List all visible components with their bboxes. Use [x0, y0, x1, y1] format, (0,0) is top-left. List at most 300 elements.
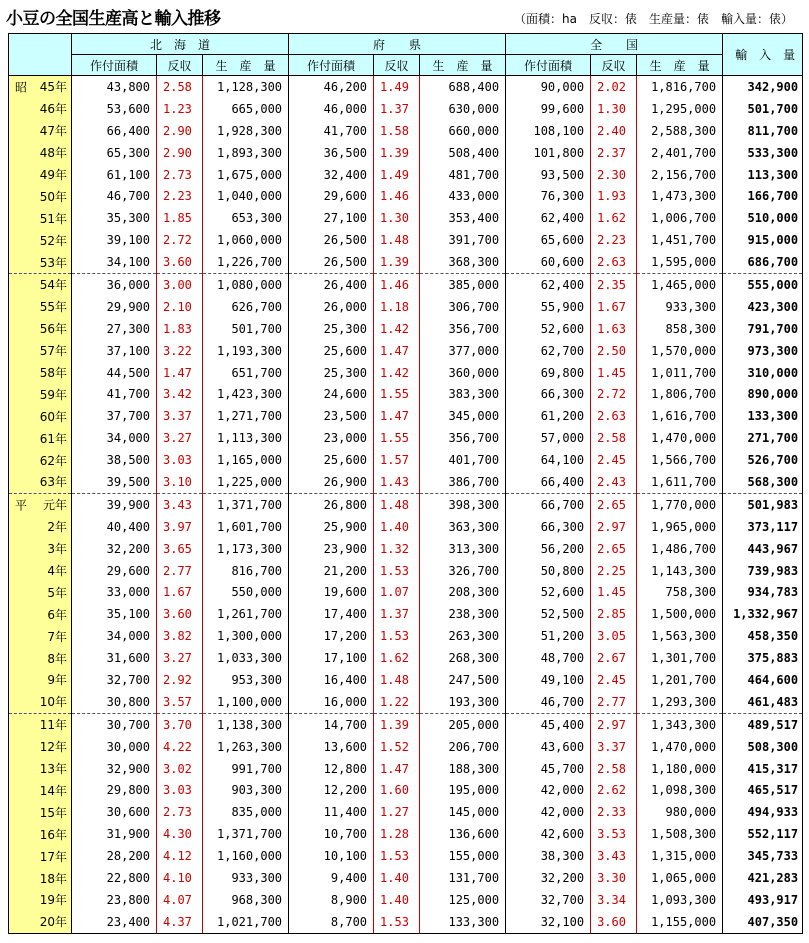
hokkaido-production-cell: 1,193,300 [217, 343, 283, 358]
national-yield-cell: 2.30 [591, 164, 637, 186]
import-cell: 811,700 [723, 120, 803, 142]
table-row [9, 164, 803, 186]
national-production-cell: 1,470,000 [651, 739, 717, 754]
hokkaido-production-cell: 968,300 [231, 892, 283, 907]
hokkaido-area-cell: 28,200 [72, 845, 157, 867]
prefectures-area-cell: 13,600 [289, 736, 374, 758]
prefectures-area-cell: 8,900 [289, 889, 374, 911]
hokkaido-area-cell: 43,800 [72, 76, 157, 98]
national-production-cell: 1,816,700 [651, 79, 717, 94]
hokkaido-production-cell: 1,300,000 [217, 629, 283, 644]
year-label: 17年 [39, 849, 67, 864]
hokkaido-area-cell: 37,700 [72, 405, 157, 427]
prefectures-yield-cell: 1.48 [374, 229, 420, 251]
hokkaido-yield-cell: 3.22 [157, 340, 203, 362]
prefectures-production-cell: 385,000 [420, 274, 506, 296]
national-production-cell: 1,500,000 [651, 607, 717, 622]
year-label: 52年 [39, 233, 67, 248]
hokkaido-area-cell: 30,600 [72, 801, 157, 823]
prefectures-production-cell: 368,300 [448, 255, 500, 270]
prefectures-area-cell: 12,800 [289, 758, 374, 780]
header-yield: 反収 [374, 55, 420, 76]
prefectures-area-cell: 23,000 [289, 427, 374, 449]
prefectures-production-cell: 247,500 [448, 672, 500, 687]
year-cell [9, 647, 72, 669]
national-area-cell: 45,700 [506, 758, 591, 780]
year-cell [9, 471, 72, 493]
national-yield-cell: 1.93 [591, 185, 637, 207]
year-cell [9, 318, 72, 340]
national-area-cell: 38,300 [506, 845, 591, 867]
prefectures-area-cell: 10,100 [289, 845, 374, 867]
import-cell: 555,000 [723, 274, 803, 296]
prefectures-production-cell: 326,700 [448, 563, 500, 578]
prefectures-area-cell: 26,000 [289, 296, 374, 318]
prefectures-production-cell: 481,700 [448, 167, 500, 182]
national-yield-cell: 2.23 [591, 229, 637, 251]
hokkaido-area-cell: 44,500 [72, 362, 157, 384]
national-yield-cell: 2.97 [591, 516, 637, 538]
hokkaido-yield-cell: 3.60 [157, 603, 203, 625]
national-area-cell: 99,600 [506, 98, 591, 120]
hokkaido-production-cell: 933,300 [231, 871, 283, 885]
year-label: 12年 [39, 740, 67, 755]
national-yield-cell: 2.65 [591, 493, 637, 515]
table-row [9, 471, 803, 493]
prefectures-production-cell: 313,300 [448, 541, 500, 556]
year-label: 7年 [47, 629, 67, 644]
import-cell: 375,883 [723, 647, 803, 669]
table-row [9, 801, 803, 823]
national-area-cell: 32,700 [506, 889, 591, 911]
prefectures-yield-cell: 1.48 [374, 493, 420, 515]
year-label: 13年 [39, 762, 67, 777]
national-area-cell: 32,100 [506, 911, 591, 933]
national-area-cell: 66,300 [506, 516, 591, 538]
national-production-cell: 858,300 [665, 321, 717, 336]
prefectures-production-cell: 360,000 [448, 365, 500, 380]
year-cell [9, 691, 72, 713]
national-area-cell: 62,700 [506, 340, 591, 362]
table-row [9, 142, 803, 164]
header-group-prefectures: 府 県 [289, 34, 506, 55]
hokkaido-yield-cell: 3.10 [157, 471, 203, 493]
prefectures-production-cell: 136,600 [448, 827, 500, 842]
prefectures-yield-cell: 1.39 [374, 142, 420, 164]
hokkaido-area-cell: 30,700 [72, 713, 157, 735]
national-area-cell: 76,300 [506, 185, 591, 207]
prefectures-area-cell: 17,100 [289, 647, 374, 669]
hokkaido-production-cell: 1,893,300 [217, 145, 283, 160]
national-yield-cell: 2.63 [591, 251, 637, 273]
prefectures-yield-cell: 1.40 [374, 867, 420, 889]
national-yield-cell: 3.30 [591, 867, 637, 889]
prefectures-production-cell: 263,300 [448, 629, 500, 644]
era-label: 平 [15, 498, 28, 513]
prefectures-yield-cell: 1.46 [374, 274, 420, 296]
national-area-cell: 56,200 [506, 538, 591, 560]
hokkaido-area-cell: 22,800 [72, 867, 157, 889]
hokkaido-area-cell: 29,900 [72, 296, 157, 318]
year-label: 3年 [47, 542, 67, 557]
national-yield-cell: 1.45 [591, 581, 637, 603]
hokkaido-yield-cell: 4.30 [157, 823, 203, 845]
year-cell [9, 493, 72, 515]
national-yield-cell: 2.35 [591, 274, 637, 296]
prefectures-yield-cell: 1.37 [374, 603, 420, 625]
table-row [9, 76, 803, 98]
prefectures-yield-cell: 1.43 [374, 471, 420, 493]
national-yield-cell: 1.45 [591, 362, 637, 384]
table-row [9, 581, 803, 603]
prefectures-area-cell: 25,300 [289, 362, 374, 384]
table-row [9, 889, 803, 911]
hokkaido-production-cell: 1,173,300 [217, 541, 283, 556]
hokkaido-production-cell: 1,060,000 [217, 233, 283, 248]
year-label: 47年 [39, 124, 67, 139]
national-production-cell: 1,508,300 [651, 827, 717, 842]
prefectures-yield-cell: 1.18 [374, 296, 420, 318]
national-area-cell: 101,800 [506, 142, 591, 164]
national-area-cell: 55,900 [506, 296, 591, 318]
hokkaido-yield-cell: 3.37 [157, 405, 203, 427]
prefectures-production-cell: 377,000 [448, 343, 500, 358]
national-area-cell: 62,400 [506, 274, 591, 296]
hokkaido-yield-cell: 3.70 [157, 713, 203, 735]
hokkaido-production-cell: 665,000 [231, 101, 283, 116]
year-label: 62年 [39, 453, 67, 468]
import-cell: 568,300 [723, 471, 803, 493]
prefectures-yield-cell: 1.47 [374, 758, 420, 780]
national-area-cell: 42,000 [506, 801, 591, 823]
prefectures-production-cell: 306,700 [448, 299, 500, 314]
national-yield-cell: 2.43 [591, 471, 637, 493]
header-production: 生 産 量 [420, 55, 506, 76]
hokkaido-area-cell: 34,100 [72, 251, 157, 273]
national-yield-cell: 1.62 [591, 207, 637, 229]
hokkaido-yield-cell: 3.02 [157, 758, 203, 780]
import-cell: 465,517 [723, 780, 803, 802]
national-yield-cell: 2.25 [591, 560, 637, 582]
year-cell [9, 76, 72, 98]
year-label: 6年 [47, 607, 67, 622]
prefectures-yield-cell: 1.57 [374, 449, 420, 471]
national-production-cell: 2,156,700 [651, 167, 717, 182]
national-production-cell: 1,006,700 [651, 211, 717, 226]
hokkaido-production-cell: 1,033,300 [217, 651, 283, 666]
national-yield-cell: 1.67 [591, 296, 637, 318]
year-cell [9, 120, 72, 142]
national-production-cell: 933,300 [665, 299, 717, 314]
year-label: 20年 [39, 915, 67, 930]
import-cell: 1,332,967 [723, 603, 803, 625]
year-label: 15年 [39, 805, 67, 820]
import-cell: 461,483 [723, 691, 803, 713]
hokkaido-yield-cell: 4.12 [157, 845, 203, 867]
table-row [9, 98, 803, 120]
hokkaido-yield-cell: 1.83 [157, 318, 203, 340]
prefectures-yield-cell: 1.62 [374, 647, 420, 669]
hokkaido-yield-cell: 2.77 [157, 560, 203, 582]
header-group-national: 全 国 [506, 34, 723, 55]
import-cell: 342,900 [723, 76, 803, 98]
hokkaido-area-cell: 23,800 [72, 889, 157, 911]
hokkaido-production-cell: 1,226,700 [217, 255, 283, 270]
national-production-cell: 1,293,300 [651, 694, 717, 709]
prefectures-production-cell: 398,300 [420, 493, 506, 515]
prefectures-yield-cell: 1.22 [374, 691, 420, 713]
import-cell: 508,300 [723, 736, 803, 758]
national-yield-cell: 2.97 [591, 713, 637, 735]
prefectures-yield-cell: 1.55 [374, 427, 420, 449]
hokkaido-production-cell: 653,300 [231, 211, 283, 226]
hokkaido-area-cell: 30,800 [72, 691, 157, 713]
hokkaido-area-cell: 32,200 [72, 538, 157, 560]
prefectures-area-cell: 41,700 [289, 120, 374, 142]
import-cell: 510,000 [723, 207, 803, 229]
hokkaido-production-cell: 1,040,000 [217, 189, 283, 204]
national-area-cell: 57,000 [506, 427, 591, 449]
import-cell: 686,700 [723, 251, 803, 273]
national-yield-cell: 2.02 [591, 76, 637, 98]
year-label: 元年 [42, 498, 67, 513]
hokkaido-area-cell: 39,500 [72, 471, 157, 493]
prefectures-area-cell: 14,700 [289, 713, 374, 735]
table-row [9, 340, 803, 362]
prefectures-production-cell: 508,400 [448, 145, 500, 160]
year-label: 63年 [39, 475, 67, 490]
prefectures-yield-cell: 1.46 [374, 185, 420, 207]
hokkaido-yield-cell: 2.73 [157, 164, 203, 186]
year-label: 50年 [39, 189, 67, 204]
year-label: 48年 [39, 146, 67, 161]
prefectures-yield-cell: 1.53 [374, 560, 420, 582]
hokkaido-area-cell: 35,300 [72, 207, 157, 229]
import-cell: 739,983 [723, 560, 803, 582]
import-cell: 890,000 [723, 383, 803, 405]
import-cell: 552,117 [723, 823, 803, 845]
table-row [9, 274, 803, 296]
hokkaido-area-cell: 27,300 [72, 318, 157, 340]
hokkaido-area-cell: 39,900 [72, 493, 157, 515]
national-yield-cell: 3.43 [591, 845, 637, 867]
national-production-cell: 1,570,000 [651, 343, 717, 358]
hokkaido-yield-cell: 4.37 [157, 911, 203, 933]
prefectures-yield-cell: 1.28 [374, 823, 420, 845]
prefectures-yield-cell: 1.49 [374, 76, 420, 98]
table-row [9, 780, 803, 802]
hokkaido-yield-cell: 3.60 [157, 251, 203, 273]
prefectures-yield-cell: 1.40 [374, 516, 420, 538]
hokkaido-area-cell: 46,700 [72, 185, 157, 207]
prefectures-production-cell: 205,000 [420, 713, 506, 735]
national-production-cell: 1,806,700 [651, 387, 717, 402]
national-production-cell: 1,965,000 [651, 519, 717, 534]
table-row [9, 758, 803, 780]
national-area-cell: 50,800 [506, 560, 591, 582]
national-production-cell: 1,611,700 [651, 474, 717, 489]
prefectures-area-cell: 25,600 [289, 449, 374, 471]
national-yield-cell: 2.62 [591, 780, 637, 802]
hokkaido-yield-cell: 3.43 [157, 493, 203, 515]
header-production: 生 産 量 [637, 55, 723, 76]
national-area-cell: 32,200 [506, 867, 591, 889]
prefectures-production-cell: 188,300 [448, 761, 500, 776]
national-area-cell: 66,300 [506, 383, 591, 405]
table-row [9, 603, 803, 625]
table-row [9, 120, 803, 142]
table-row [9, 647, 803, 669]
prefectures-area-cell: 25,900 [289, 516, 374, 538]
national-area-cell: 93,500 [506, 164, 591, 186]
year-label: 60年 [39, 409, 67, 424]
national-yield-cell: 1.63 [591, 318, 637, 340]
prefectures-area-cell: 26,500 [289, 251, 374, 273]
prefectures-area-cell: 12,200 [289, 780, 374, 802]
prefectures-production-cell: 353,400 [448, 211, 500, 226]
table-row [9, 229, 803, 251]
national-production-cell: 2,401,700 [651, 145, 717, 160]
hokkaido-area-cell: 40,400 [72, 516, 157, 538]
prefectures-production-cell: 206,700 [448, 739, 500, 754]
prefectures-area-cell: 9,400 [289, 867, 374, 889]
table-row [9, 911, 803, 933]
national-area-cell: 61,200 [506, 405, 591, 427]
prefectures-production-cell: 630,000 [448, 101, 500, 116]
year-cell [9, 185, 72, 207]
hokkaido-yield-cell: 2.90 [157, 120, 203, 142]
prefectures-production-cell: 356,700 [448, 321, 500, 336]
hokkaido-yield-cell: 1.85 [157, 207, 203, 229]
hokkaido-production-cell: 1,165,000 [217, 453, 283, 468]
national-yield-cell: 2.45 [591, 449, 637, 471]
prefectures-production-cell: 386,700 [448, 474, 500, 489]
prefectures-production-cell: 208,300 [448, 585, 500, 600]
table-row [9, 669, 803, 691]
prefectures-area-cell: 32,400 [289, 164, 374, 186]
year-label: 55年 [39, 300, 67, 315]
national-area-cell: 64,100 [506, 449, 591, 471]
national-production-cell: 1,770,000 [637, 493, 723, 515]
hokkaido-area-cell: 34,000 [72, 625, 157, 647]
prefectures-area-cell: 46,000 [289, 98, 374, 120]
hokkaido-yield-cell: 3.27 [157, 647, 203, 669]
national-production-cell: 1,616,700 [651, 409, 717, 424]
hokkaido-yield-cell: 4.07 [157, 889, 203, 911]
hokkaido-yield-cell: 2.90 [157, 142, 203, 164]
prefectures-area-cell: 26,400 [289, 274, 374, 296]
hokkaido-production-cell: 626,700 [231, 299, 283, 314]
year-label: 59年 [39, 387, 67, 402]
national-yield-cell: 3.53 [591, 823, 637, 845]
import-cell: 494,933 [723, 801, 803, 823]
prefectures-yield-cell: 1.27 [374, 801, 420, 823]
year-label: 56年 [39, 322, 67, 337]
prefectures-area-cell: 16,000 [289, 691, 374, 713]
table-row [9, 296, 803, 318]
national-area-cell: 108,100 [506, 120, 591, 142]
national-production-cell: 1,295,000 [651, 101, 717, 116]
national-yield-cell: 1.30 [591, 98, 637, 120]
import-cell: 791,700 [723, 318, 803, 340]
year-cell [9, 516, 72, 538]
prefectures-production-cell: 433,000 [448, 189, 500, 204]
hokkaido-production-cell: 1,113,300 [217, 431, 283, 446]
year-cell [9, 889, 72, 911]
table-row [9, 713, 803, 735]
import-cell: 501,700 [723, 98, 803, 120]
hokkaido-yield-cell: 2.58 [157, 76, 203, 98]
hokkaido-production-cell: 1,601,700 [217, 519, 283, 534]
year-cell [9, 449, 72, 471]
hokkaido-area-cell: 37,100 [72, 340, 157, 362]
national-production-cell: 1,566,700 [651, 453, 717, 468]
prefectures-yield-cell: 1.53 [374, 625, 420, 647]
prefectures-yield-cell: 1.52 [374, 736, 420, 758]
year-cell [9, 845, 72, 867]
prefectures-area-cell: 25,600 [289, 340, 374, 362]
hokkaido-production-cell: 816,700 [231, 563, 283, 578]
national-production-cell: 1,155,000 [637, 911, 723, 933]
prefectures-area-cell: 23,900 [289, 538, 374, 560]
import-cell: 271,700 [723, 427, 803, 449]
year-label: 2年 [47, 520, 67, 535]
prefectures-production-cell: 391,700 [448, 233, 500, 248]
import-cell: 493,917 [723, 889, 803, 911]
prefectures-yield-cell: 1.39 [374, 251, 420, 273]
hokkaido-area-cell: 39,100 [72, 229, 157, 251]
year-label: 14年 [39, 783, 67, 798]
year-label: 45年 [39, 80, 67, 95]
header-import: 輸 入 量 [723, 34, 803, 76]
hokkaido-production-cell: 1,160,000 [217, 849, 283, 864]
hokkaido-production-cell: 953,300 [231, 672, 283, 687]
import-cell: 533,300 [723, 142, 803, 164]
national-area-cell: 65,600 [506, 229, 591, 251]
hokkaido-production-cell: 1,263,300 [217, 739, 283, 754]
table-row [9, 538, 803, 560]
year-label: 11年 [39, 718, 67, 733]
table-row [9, 207, 803, 229]
table-row [9, 185, 803, 207]
national-production-cell: 1,595,000 [651, 255, 717, 270]
national-yield-cell: 2.65 [591, 538, 637, 560]
table-row [9, 318, 803, 340]
hokkaido-area-cell: 29,600 [72, 560, 157, 582]
hokkaido-yield-cell: 3.42 [157, 383, 203, 405]
national-yield-cell: 2.63 [591, 405, 637, 427]
year-label: 18年 [39, 871, 67, 886]
prefectures-yield-cell: 1.49 [374, 164, 420, 186]
year-cell [9, 911, 72, 933]
prefectures-production-cell: 356,700 [448, 431, 500, 446]
table-row [9, 405, 803, 427]
prefectures-production-cell: 688,400 [448, 79, 500, 94]
prefectures-production-cell: 401,700 [448, 453, 500, 468]
national-area-cell: 62,400 [506, 207, 591, 229]
prefectures-yield-cell: 1.37 [374, 98, 420, 120]
prefectures-area-cell: 46,200 [289, 76, 374, 98]
prefectures-yield-cell: 1.53 [374, 911, 420, 933]
hokkaido-area-cell: 31,600 [72, 647, 157, 669]
hokkaido-production-cell: 1,371,700 [217, 827, 283, 842]
national-area-cell: 46,700 [506, 691, 591, 713]
prefectures-yield-cell: 1.48 [374, 669, 420, 691]
hokkaido-yield-cell: 2.73 [157, 801, 203, 823]
hokkaido-area-cell: 31,900 [72, 823, 157, 845]
data-table [8, 33, 803, 934]
prefectures-yield-cell: 1.42 [374, 318, 420, 340]
